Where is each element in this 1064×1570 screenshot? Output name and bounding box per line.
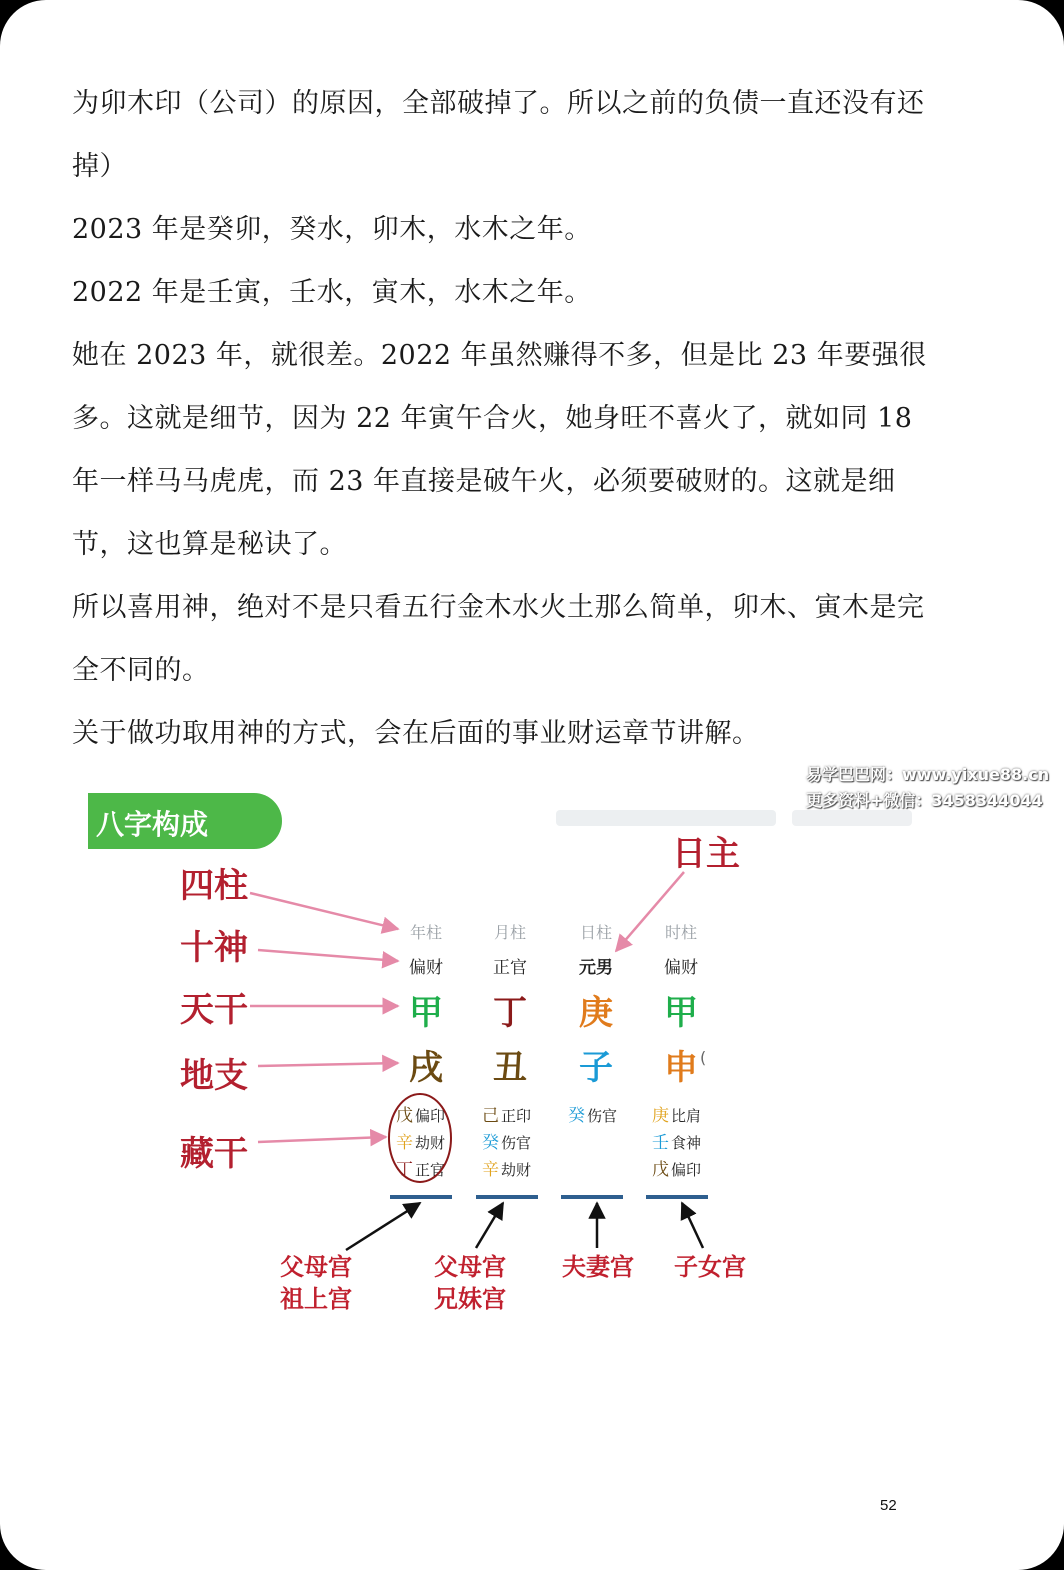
paragraph-4: 她在 2023 年，就很差。2022 年虽然赚得不多，但是比 23 年要强很多。这就是细节，因为 22 年寅午合火，她身旺不喜火了，就如同 18 年一样马马虎虎，而 23 年直接是破午火，必须要破财的。这就是细节，这也算是秘诀了。 — [72, 340, 927, 560]
watermark-line-2: 更多资料+微信：3458344044 — [806, 791, 1043, 810]
paragraph-6: 关于做功取用神的方式，会在后面的事业财运章节讲解。 — [72, 718, 760, 749]
palace-hour: 子女宫 — [674, 1253, 746, 1281]
hidden-stem: 辛 劫财 — [482, 1160, 532, 1180]
day-master-label: 日主 — [672, 834, 740, 874]
pillar-header-day: 日柱 — [579, 923, 612, 942]
branch-day: 子 — [579, 1048, 613, 1088]
hidden-stem: 己 正印 — [482, 1106, 532, 1126]
ten-god-year: 偏财 — [409, 958, 443, 978]
pillar-header-hour: 时柱 — [664, 923, 697, 942]
arrow-day-master — [616, 872, 684, 951]
stem-month: 丁 — [493, 993, 527, 1033]
arrow-palace-year — [346, 1203, 420, 1250]
arrow-pillars — [250, 893, 398, 929]
hidden-stem: 庚 比肩 — [652, 1106, 702, 1126]
stem-hour: 甲 — [664, 993, 698, 1033]
ten-god-day: 元男 — [579, 958, 613, 978]
branch-hour-overflow-glyph: ( — [700, 1048, 707, 1067]
ten-god-month: 正官 — [493, 958, 527, 978]
row-label-ten-gods: 十神 — [180, 928, 248, 968]
hidden-stem: 癸 伤官 — [482, 1133, 532, 1153]
stem-year: 甲 — [409, 993, 443, 1033]
hidden-stem: 戊 偏印 — [652, 1160, 702, 1180]
arrow-ten-gods — [258, 950, 398, 961]
palace-month: 父母宫 兄妹宫 — [434, 1253, 506, 1313]
hidden-stem: 戊 偏印 — [396, 1106, 446, 1126]
arrow-hidden-stems — [258, 1137, 386, 1142]
palace-year: 父母宫 祖上宫 — [280, 1253, 352, 1313]
hidden-stem-ellipse — [389, 1094, 451, 1182]
ten-god-hour: 偏财 — [664, 958, 698, 978]
hidden-stem: 壬 食神 — [652, 1133, 702, 1153]
paragraph-5: 所以喜用神，绝对不是只看五行金木水火土那么简单，卯木、寅木是完全不同的。 — [72, 592, 925, 686]
branch-month: 丑 — [493, 1048, 527, 1088]
paragraph-3: 2022 年是壬寅，壬水，寅木，水木之年。 — [72, 277, 592, 308]
stem-day: 庚 — [579, 993, 613, 1033]
page-number: 52 — [880, 1497, 897, 1514]
hidden-stem: 丁 正官 — [396, 1160, 446, 1180]
diagram-title: 八字构成 — [96, 808, 209, 841]
arrow-branches — [258, 1063, 398, 1066]
row-label-heavenly-stems: 天干 — [180, 990, 248, 1030]
row-label-hidden-stems: 藏干 — [180, 1134, 248, 1174]
arrow-palace-hour — [682, 1203, 703, 1248]
arrow-palace-month — [476, 1203, 503, 1248]
pillar-header-month: 月柱 — [493, 923, 526, 942]
hidden-stem: 辛 劫财 — [396, 1133, 446, 1153]
palace-day: 夫妻宫 — [562, 1253, 634, 1281]
paragraph-2: 2023 年是癸卯，癸水，卯木，水木之年。 — [72, 214, 592, 245]
row-label-pillars: 四柱 — [180, 866, 248, 906]
branch-year: 戌 — [409, 1048, 443, 1088]
pillar-header-year: 年柱 — [409, 923, 442, 942]
watermark-line-1: 易学巴巴网：www.yixue88.cn — [806, 765, 1050, 784]
branch-hour: 申 — [664, 1048, 698, 1088]
paragraph-1: 为卯木印（公司）的原因，全部破掉了。所以之前的负债一直还没有还掉） — [72, 88, 925, 182]
row-label-earthly-branches: 地支 — [180, 1056, 248, 1096]
hidden-stem: 癸 伤官 — [568, 1106, 618, 1126]
